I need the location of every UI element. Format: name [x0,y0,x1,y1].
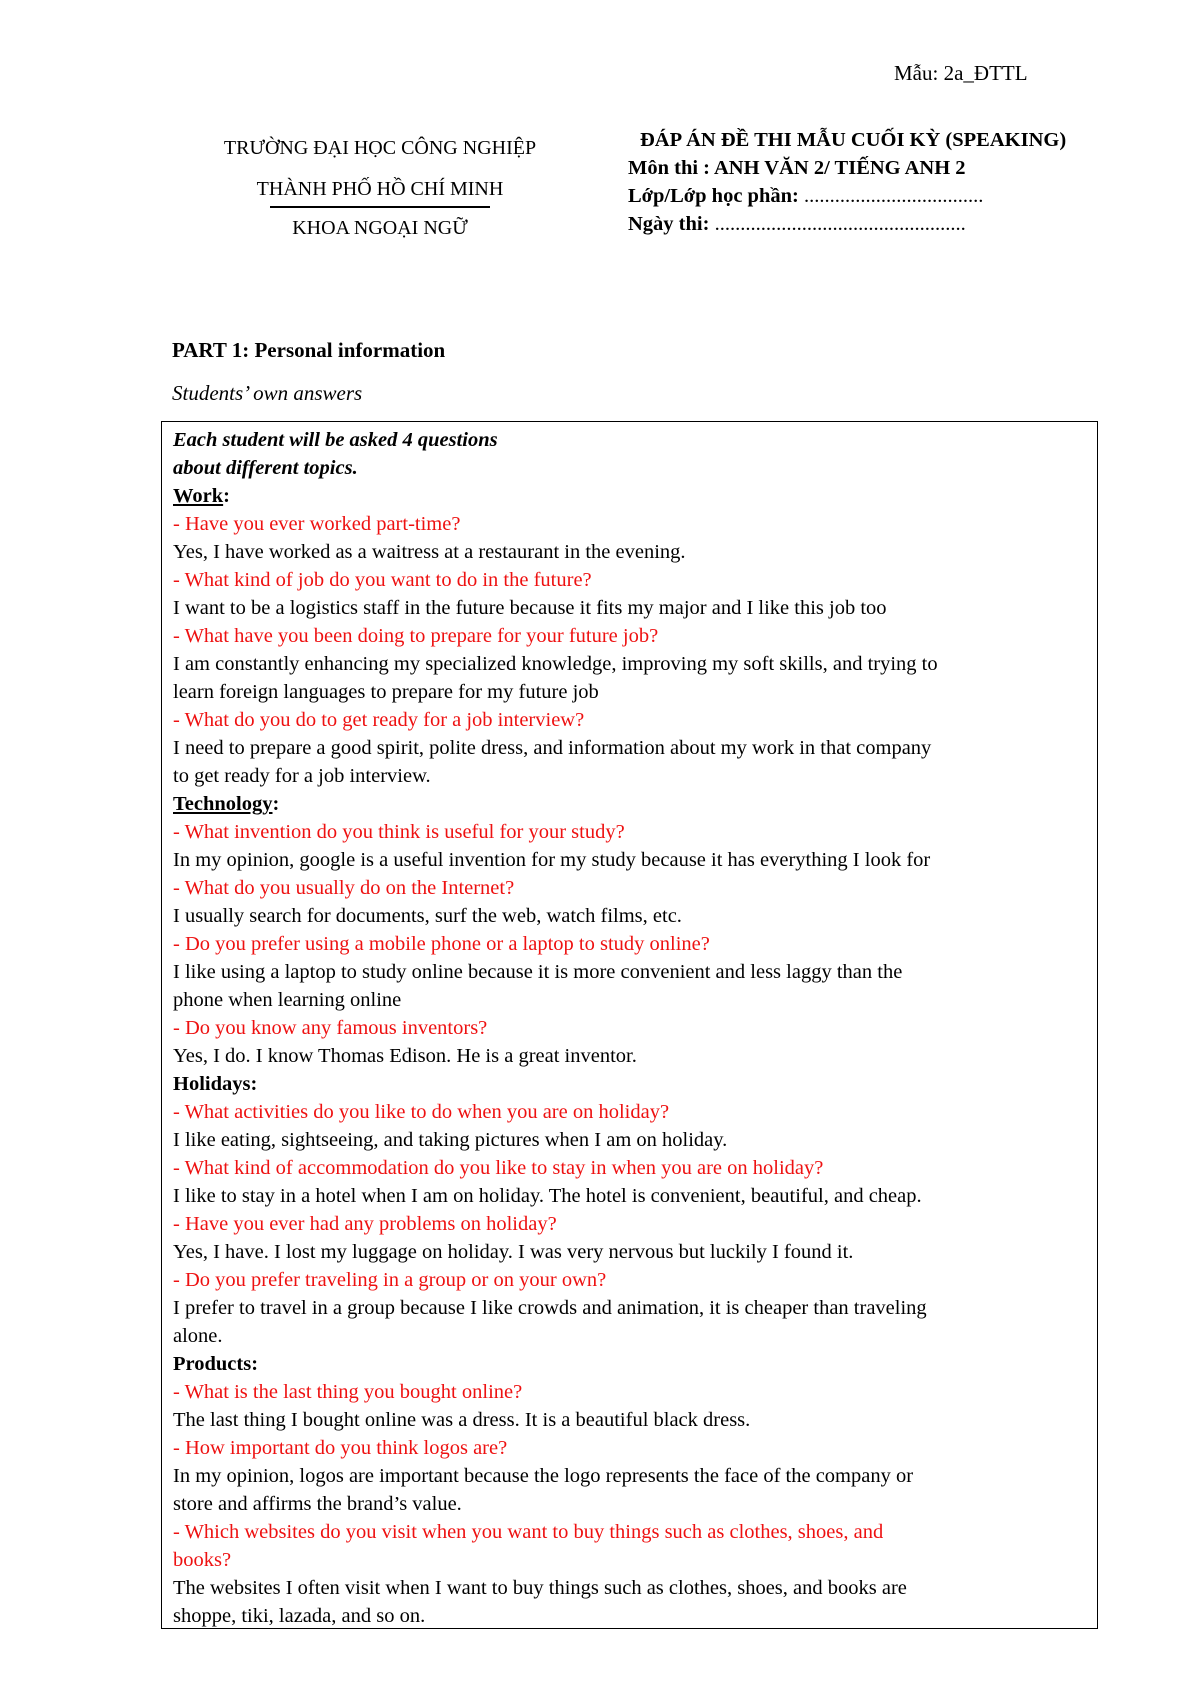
answer: store and affirms the brand’s value. [173,1493,462,1515]
exam-subject: Môn thi : ANH VĂN 2/ TIẾNG ANH 2 [628,157,966,179]
date-label: Ngày thi: [628,213,710,235]
topic-heading-products: Products: [173,1353,259,1375]
part1-note: Students’ own answers [172,381,363,405]
answer: I prefer to travel in a group because I like crowds and animation, it is cheaper than traveling [173,1297,927,1319]
question: - Have you ever had any problems on holiday? [173,1213,557,1235]
question: - What do you usually do on the Internet? [173,877,515,899]
part1-title: PART 1: Personal information [172,338,446,362]
answer: I need to prepare a good spirit, polite dress, and information about my work in that company [173,737,932,759]
answer: I like to stay in a hotel when I am on holiday. The hotel is convenient, beautiful, and cheap. [173,1185,922,1207]
question: - What is the last thing you bought online? [173,1381,523,1403]
exam-title: ĐÁP ÁN ĐỀ THI MẪU CUỐI KỲ (SPEAKING) [640,129,1067,151]
intro-line: about different topics. [173,457,358,479]
exam-date-row [628,210,1066,238]
answer: to get ready for a job interview. [173,765,431,787]
question: - What kind of job do you want to do in the future? [173,569,592,591]
answer: In my opinion, logos are important because the logo represents the face of the company or [173,1465,914,1487]
topic-heading-technology: Technology: [173,793,280,815]
answer: The last thing I bought online was a dress. It is a beautiful black dress. [173,1409,751,1431]
answer: learn foreign languages to prepare for my future job [173,681,599,703]
question: - What do you do to get ready for a job interview? [173,709,585,731]
department-name: KHOA NGOẠI NGỮ [292,217,468,239]
class-value: ................................... [803,185,984,207]
answer: Yes, I do. I know Thomas Edison. He is a great inventor. [173,1045,637,1067]
answer: phone when learning online [173,989,402,1011]
question: - What activities do you like to do when you are on holiday? [173,1101,670,1123]
question: - Do you prefer traveling in a group or on your own? [173,1269,607,1291]
answer: alone. [173,1325,223,1347]
form-code: Mẫu: 2a_ĐTTL [894,61,1028,85]
answer: I like using a laptop to study online because it is more convenient and less laggy than the [173,961,903,983]
date-value: ................................................. [714,213,966,235]
answer: Yes, I have. I lost my luggage on holiday. I was very nervous but luckily I found it. [173,1241,854,1263]
question: - What have you been doing to prepare for your future job? [173,625,659,647]
question: - Do you prefer using a mobile phone or a laptop to study online? [173,933,710,955]
answer: In my opinion, google is a useful invention for my study because it has everything I look for [173,849,931,871]
answer: I want to be a logistics staff in the future because it fits my major and I like this job too [173,597,887,619]
question: - What kind of accommodation do you like to stay in when you are on holiday? [173,1157,824,1179]
class-label: Lớp/Lớp học phần: [628,185,799,207]
topic-heading-work: Work: [173,485,230,507]
question: - What invention do you think is useful for your study? [173,821,625,843]
question: - Which websites do you visit when you want to buy things such as clothes, shoes, and [173,1521,884,1543]
question: books? [173,1549,232,1571]
answer: The websites I often visit when I want to buy things such as clothes, shoes, and books are [173,1577,907,1599]
exam-class-row [628,182,1066,210]
school-name-line2: THÀNH PHỐ HỒ CHÍ MINH [256,178,504,200]
answer: I am constantly enhancing my specialized knowledge, improving my soft skills, and trying to [173,653,938,675]
answer: Yes, I have worked as a waitress at a restaurant in the evening. [173,541,686,563]
question: - Do you know any famous inventors? [173,1017,488,1039]
exam-info-block [628,126,1066,238]
answer: shoppe, tiki, lazada, and so on. [173,1605,426,1627]
topic-heading-holidays: Holidays: [173,1073,258,1095]
school-name-line1: TRƯỜNG ĐẠI HỌC CÔNG NGHIỆP [223,137,537,159]
answer: I like eating, sightseeing, and taking pictures when I am on holiday. [173,1129,728,1151]
question: - Have you ever worked part-time? [173,513,461,535]
intro-line: Each student will be asked 4 questions [173,429,498,451]
answer: I usually search for documents, surf the web, watch films, etc. [173,905,682,927]
answer-box [161,421,1098,1629]
question: - How important do you think logos are? [173,1437,508,1459]
school-block [150,128,610,249]
